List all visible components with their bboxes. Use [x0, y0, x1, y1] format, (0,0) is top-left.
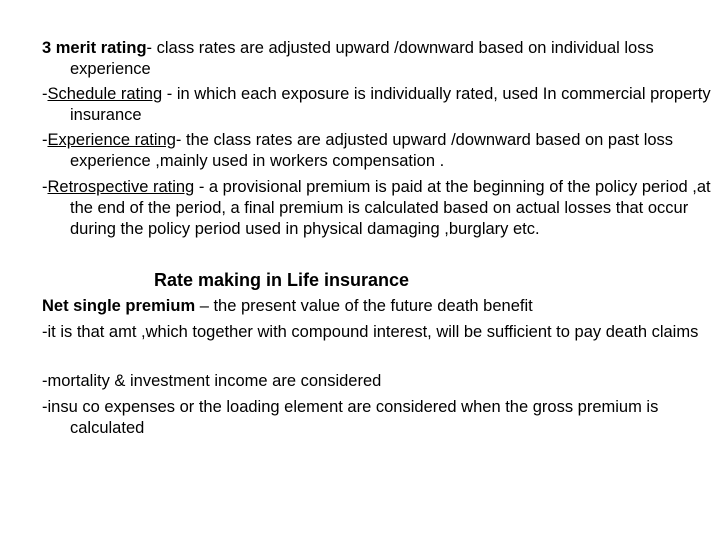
net-single-premium-paragraph [42, 296, 720, 317]
merit-rating-paragraph [42, 38, 720, 80]
schedule-rating-dash: - [42, 85, 48, 103]
net-single-premium-term: Net single premium [42, 297, 196, 315]
retrospective-rating-term: Retrospective rating [47, 178, 195, 196]
experience-rating-dash: - [42, 131, 48, 149]
amount-paragraph: -it is that amt ,which together with compound interest, will be sufficient to pay death claims [42, 323, 699, 341]
schedule-rating-paragraph [42, 84, 720, 126]
section-heading: Rate making in Life insurance [154, 270, 410, 290]
experience-rating-term: Experience rating [47, 131, 176, 149]
retrospective-rating-paragraph [42, 177, 720, 240]
expenses-paragraph: -insu co expenses or the loading element are considered when the gross premium is calculated [42, 398, 659, 437]
schedule-rating-term: Schedule rating [47, 85, 163, 103]
mortality-paragraph: -mortality & investment income are considered [42, 372, 382, 390]
experience-rating-text: - the class rates are adjusted upward /downward based on past loss experience ,mainly used in workers compensation . [70, 131, 674, 170]
merit-rating-term: 3 merit rating [42, 39, 147, 57]
retrospective-rating-text: - a provisional premium is paid at the beginning of the policy period ,at the end of the period, a final premium is calculated based on actual losses that occur during the policy period used in physical damaging ,burglary etc. [70, 178, 711, 238]
net-single-premium-text: – the present value of the future death benefit [195, 297, 533, 315]
schedule-rating-text: - in which each exposure is individually rated, used In commercial property insurance [70, 85, 711, 124]
experience-rating-paragraph [42, 130, 720, 172]
merit-rating-text: - class rates are adjusted upward /downward based on individual loss experience [70, 39, 654, 78]
retrospective-rating-dash: - [42, 178, 48, 196]
